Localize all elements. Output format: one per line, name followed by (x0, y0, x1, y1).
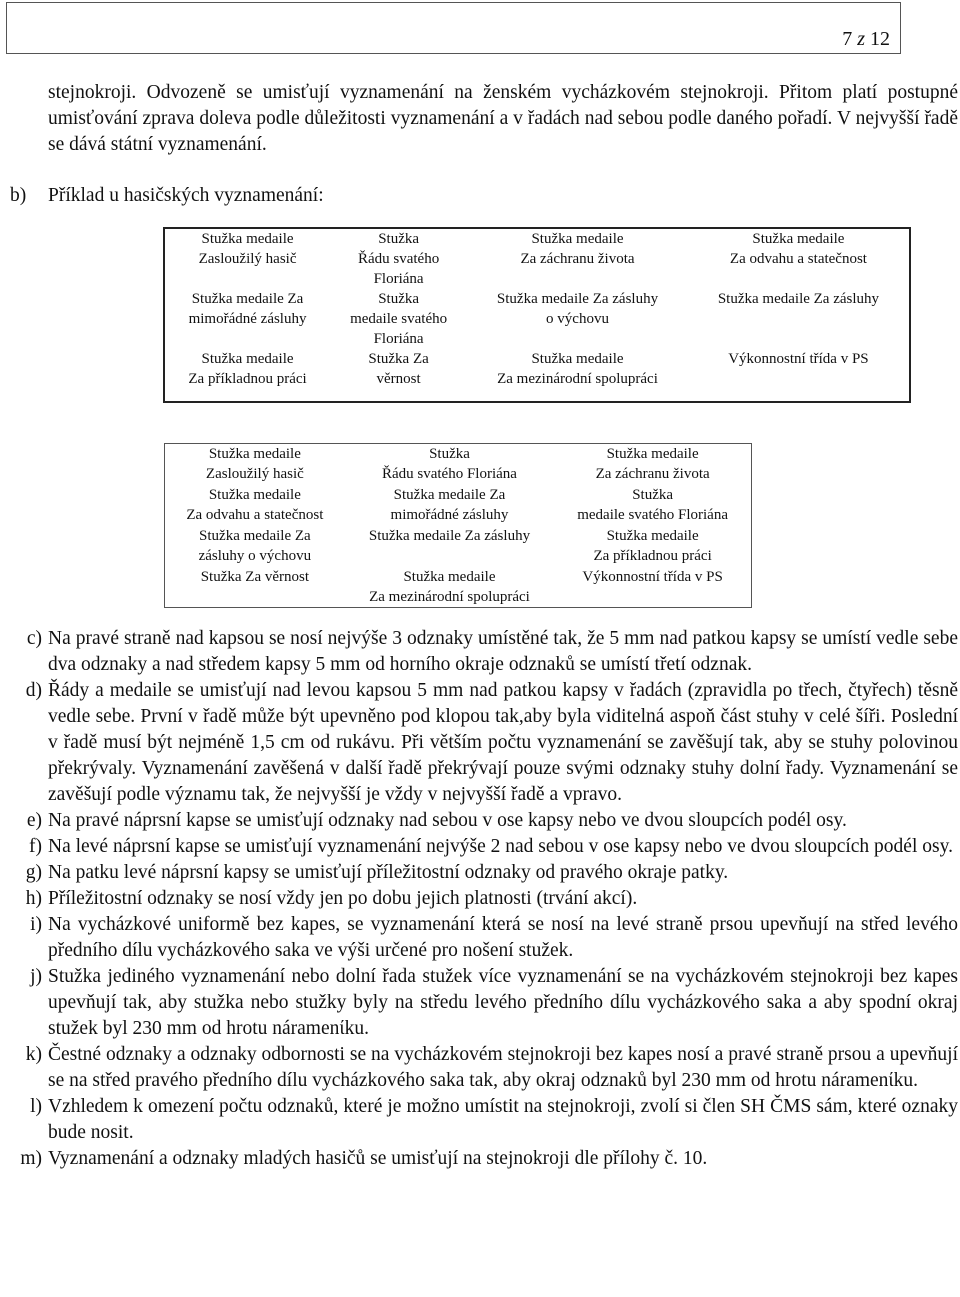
list-item (0, 834, 960, 860)
cell-text: Stužka (378, 231, 420, 247)
table-cell (164, 228, 330, 289)
cell-text: Stužka Za (368, 351, 429, 367)
table-cell (554, 444, 751, 486)
cell-text: Stužka medaile (208, 446, 301, 462)
table-cell (345, 444, 555, 486)
cell-text: Stužka medaile (606, 446, 699, 462)
cell-text: věrnost (376, 371, 421, 387)
cell-text: Řádu svatého (357, 251, 440, 267)
cell-text: Za příkladnou práci (593, 548, 712, 564)
list-item-text: Na pravé straně nad kapsou se nosí nejvýše 3 odznaky umístěné tak, že 5 mm nad patkou kapsy se umístí vedle sebe dva odznaky a nad středem kapsy 5 mm od horního okraje odznaků se umístí třetí odznak. (48, 628, 958, 675)
cell-text: Zasloužilý hasič (198, 251, 297, 267)
list-item-label: k) (25, 1044, 42, 1065)
list-item (0, 1146, 960, 1172)
cell-text: mimořádné zásluhy (390, 507, 509, 523)
list-item-label: f) (29, 836, 42, 857)
table-cell (554, 485, 751, 526)
table-cell (165, 485, 345, 526)
cell-text: Stužka medaile (606, 528, 699, 544)
cell-text: Výkonnostní třída v PS (728, 351, 869, 367)
table-cell (330, 289, 467, 349)
cell-text: Řádu svatého Floriána (381, 466, 517, 482)
cell-text: Stužka medaile Za zásluhy (496, 291, 659, 307)
list-item-text: Řády a medaile se umisťují nad levou kapsou 5 mm nad patkou kapsy v řadách (zpravidla po třech, čtyřech) těsně vedle sebe. První v řadě může být upevněno pod klopou tak,aby byla viditelná aspoň část stuhy v celé šíři. Poslední v řadě musí být nejméně 1,5 cm od rukávu. Při větším počtu vyznamenání se zavěšují tak, aby se stuhy polovinou překrývaly. Vyznamenání zavěšená v další řadě překrývají pouze svými odznaky stuhy dolní řady. Vyznamenání se zavěšují podle významu tak, že nejvyšší je vždy v nejvyšší řadě a vpravo. (48, 680, 958, 805)
table-cell (688, 349, 910, 402)
rules-list (0, 626, 960, 1172)
section-b-label: b) (10, 185, 27, 206)
intro-paragraph: stejnokroji. Odvozeně se umisťují vyznamenání na ženském vycházkovém stejnokroji. Přitom platí postupné umisťování zprava doleva podle důležitosti vyznamenání a v řadách nad sebou podle daného pořadí. V nejvyšší řadě se dává státní vyznamenání. (48, 82, 958, 155)
section-b-text: Příklad u hasičských vyznamenání: (48, 185, 324, 206)
table-row (165, 567, 752, 608)
cell-text: zásluhy o výchovu (198, 548, 312, 564)
cell-text: mimořádné zásluhy (188, 311, 307, 327)
cell-text: Floriána (373, 271, 424, 287)
cell-text: Stužka medaile (752, 231, 845, 247)
cell-text: Výkonnostní třída v PS (582, 569, 723, 585)
list-item-text: Vyznamenání a odznaky mladých hasičů se umisťují na stejnokroji dle přílohy č. 10. (48, 1148, 708, 1169)
list-item (0, 912, 960, 964)
table-cell (164, 289, 330, 349)
table-row (165, 444, 752, 486)
table-cell (165, 526, 345, 567)
cell-text: Stužka medaile (531, 351, 624, 367)
table-row (165, 485, 752, 526)
cell-text: Stužka medaile (201, 351, 294, 367)
cell-text: Stužka medaile Za (393, 487, 506, 503)
table-cell (345, 567, 555, 608)
list-item-label: l) (30, 1096, 42, 1117)
list-item-label: g) (25, 862, 42, 883)
list-item (0, 886, 960, 912)
cell-text: Zasloužilý hasič (205, 466, 304, 482)
cell-text: Stužka (429, 446, 470, 462)
page-number (842, 28, 890, 51)
list-item (0, 678, 960, 808)
cell-text: medaile svatého (350, 311, 448, 327)
cell-text: Za mezinárodní spolupráci (369, 589, 530, 605)
cell-text: Stužka medaile (201, 231, 294, 247)
cell-text: Stužka (632, 487, 674, 503)
list-item-label: c) (26, 628, 42, 649)
table-row (164, 289, 910, 349)
table-cell (688, 228, 910, 289)
list-item-text: Na pravé náprsní kapse se umisťují odznaky nad sebou v ose kapsy nebo ve dvou sloupcích podél osy. (48, 810, 847, 831)
list-item-label: d) (25, 680, 42, 701)
cell-text: Stužka medaile (208, 487, 301, 503)
table-cell (330, 228, 467, 289)
table-cell (467, 349, 688, 402)
cell-text: Floriána (373, 331, 424, 347)
cell-text: Stužka (378, 291, 420, 307)
cell-text: Za záchranu života (520, 251, 635, 267)
cell-text: medaile svatého Floriána (577, 507, 729, 523)
list-item-label: e) (26, 810, 42, 831)
list-item-text: Na patku levé náprsní kapsy se umisťují příležitostní odznaky od pravého okraje patky. (48, 862, 729, 883)
list-item (0, 860, 960, 886)
list-item-text: Příležitostní odznaky se nosí vždy jen po dobu jejich platnosti (trvání akcí). (48, 888, 638, 909)
list-item (0, 626, 960, 678)
cell-text: Stužka medaile Za zásluhy (717, 291, 880, 307)
list-item-text: Na levé náprsní kapse se umisťují vyznamenání nejvýše 2 nad sebou v ose kapsy nebo ve dvou sloupcích podél osy. (48, 836, 953, 857)
cell-text: Stužka medaile (531, 231, 624, 247)
list-item-label: h) (25, 888, 42, 909)
table-cell (164, 349, 330, 402)
cell-text: Za odvahu a statečnost (186, 507, 324, 523)
cell-text: Za odvahu a statečnost (729, 251, 867, 267)
ribbon-order-table-1 (163, 227, 911, 403)
page-header (6, 2, 901, 54)
table-cell (688, 289, 910, 349)
table-row (164, 349, 910, 402)
page-current: 7 (842, 28, 853, 50)
cell-text: Stužka medaile (403, 569, 496, 585)
cell-text: o výchovu (546, 311, 609, 327)
table-row (165, 526, 752, 567)
list-item-label: j) (30, 966, 42, 987)
list-item-text: Vzhledem k omezení počtu odznaků, které je možno umístit na stejnokroji, zvolí si člen SH ČMS sám, které oznaky bude nosit. (48, 1096, 958, 1143)
table-row (164, 228, 910, 289)
list-item-text: Čestné odznaky a odznaky odbornosti se na vycházkovém stejnokroji bez kapes nosí a pravé straně prsou a upevňují se na střed pravého předního dílu vycházkového saka tak, aby okraj odznaků byl 230 mm od hrotu náramenίku. (48, 1044, 958, 1091)
table-cell (330, 349, 467, 402)
table-cell (467, 289, 688, 349)
cell-text: Za příkladnou práci (188, 371, 307, 387)
list-item-label: m) (20, 1148, 42, 1169)
cell-text: Stužka Za věrnost (200, 569, 310, 585)
table-cell (165, 567, 345, 608)
cell-text: Za záchranu života (595, 466, 710, 482)
list-item-text: Stužka jediného vyznamenání nebo dolní řada stužek více vyznamenání se na vycházkovém stejnokroji bez kapes upevňují tak, aby stužka nebo stužky byly na středu levého předního dílu vycházkového saka a aby spodní okraj stužek byl 230 mm od hrotu náramenίku. (48, 966, 958, 1039)
ribbon-order-table-2 (164, 443, 752, 608)
table-cell (345, 485, 555, 526)
table-cell (554, 526, 751, 567)
page-of: z (857, 28, 865, 50)
list-item (0, 808, 960, 834)
list-item-text: Na vycházkové uniformě bez kapes, se vyznamenání která se nosí na levé straně prsou upevňují na střed levého předního dílu vycházkového saka ve výši určené pro nošení stužek. (48, 914, 958, 961)
table-cell (554, 567, 751, 608)
cell-text: Stužka medaile Za (191, 291, 304, 307)
cell-text: Za mezinárodní spolupráci (497, 371, 658, 387)
list-item-label: i) (30, 914, 42, 935)
page-total: 12 (870, 28, 890, 50)
list-item (0, 1094, 960, 1146)
cell-text: Stužka medaile Za zásluhy (368, 528, 531, 544)
table-cell (467, 228, 688, 289)
list-item (0, 964, 960, 1042)
cell-text: Stužka medaile Za (199, 528, 311, 544)
table-cell (165, 444, 345, 486)
section-b-heading (10, 183, 324, 209)
table-cell (345, 526, 555, 567)
list-item (0, 1042, 960, 1094)
